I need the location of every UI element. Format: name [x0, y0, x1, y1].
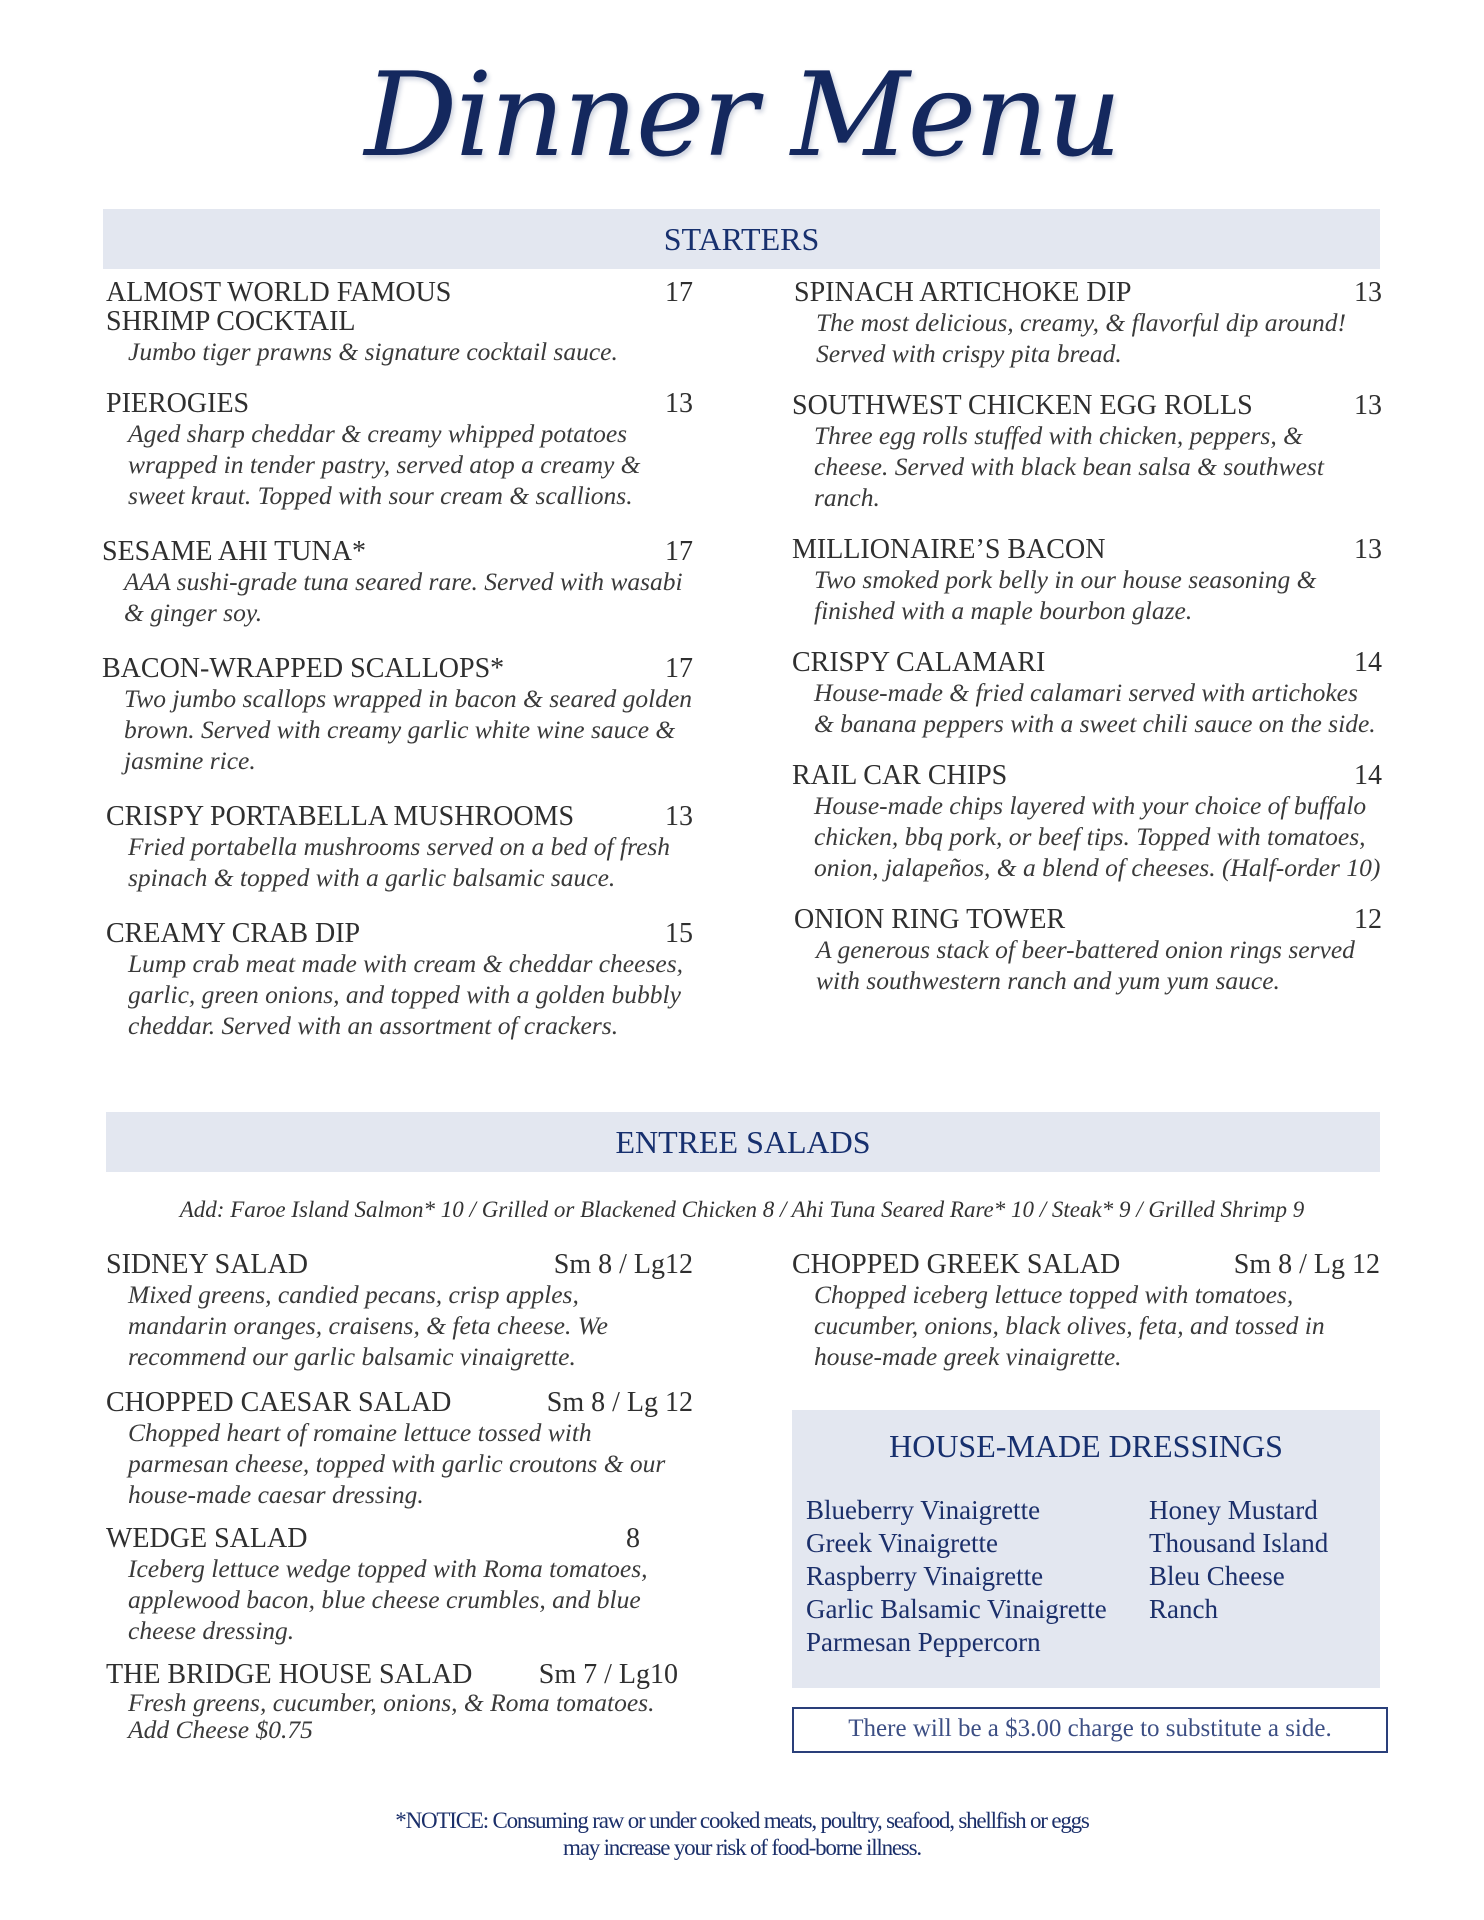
item-name: CRISPY CALAMARI: [792, 647, 1046, 678]
list-item: [792, 391, 1382, 513]
item-description: Fresh greens, cucumber, onions, & Roma tomatoes. Add Cheese $0.75: [128, 1688, 655, 1744]
starters-heading: STARTERS: [103, 209, 1380, 269]
item-price: 17: [665, 536, 693, 567]
list-item: [106, 278, 693, 367]
list-item: [792, 761, 1382, 883]
item-price: 14: [1354, 760, 1382, 791]
list-item: [794, 905, 1382, 996]
dressing-item: Thousand Island: [1149, 1528, 1329, 1558]
item-description: The most delicious, creamy, & flavorful dip around! Served with crispy pita bread.: [816, 308, 1347, 368]
item-description: House-made chips layered with your choice of buffalo chicken, bbq pork, or beef tips. Topped with tomatoes, onion, jalapeños, & a blend of cheeses. (Half-order 10): [814, 791, 1381, 882]
item-description: Fried portabella mushrooms served on a bed of fresh spinach & topped with a garlic balsamic sauce.: [128, 832, 671, 892]
item-description: Aged sharp cheddar & creamy whipped potatoes wrapped in tender pastry, served atop a creamy & sweet kraut. Topped with sour cream & scallions.: [128, 419, 641, 510]
item-description: A generous stack of beer-battered onion rings served with southwestern ranch and yum yum sauce.: [816, 935, 1355, 995]
item-name: CHOPPED GREEK SALAD: [792, 1249, 1121, 1280]
item-price: 15: [665, 918, 693, 949]
list-item: [106, 389, 693, 511]
item-price: Sm 8 / Lg 12: [546, 1387, 693, 1418]
starters-left-column: [102, 277, 693, 1067]
item-name: SOUTHWEST CHICKEN EGG ROLLS: [792, 390, 1253, 421]
dressings-heading: HOUSE-MADE DRESSINGS: [889, 1428, 1283, 1464]
list-item: [102, 537, 693, 628]
list-item: [106, 1250, 693, 1372]
item-name: BACON-WRAPPED SCALLOPS*: [102, 653, 505, 684]
dressing-item: Greek Vinaigrette: [806, 1528, 999, 1558]
item-name: SPINACH ARTICHOKE DIP: [794, 277, 1132, 308]
item-name: THE BRIDGE HOUSE SALAD: [106, 1659, 473, 1690]
item-price: Sm 8 / Lg12: [553, 1249, 693, 1280]
salad-addons: Add: Faroe Island Salmon* 10 / Grilled or Blackened Chicken 8 / Ahi Tuna Seared Rare* 10 / Steak* 9 / Grilled Shrimp 9: [179, 1197, 1305, 1222]
list-item: [792, 1250, 1380, 1372]
item-description: Two jumbo scallops wrapped in bacon & seared golden brown. Served with creamy garlic white wine sauce & jasmine rice.: [124, 684, 693, 775]
list-item: [102, 654, 693, 776]
notice-line-2: may increase your risk of food-borne illness.: [563, 1835, 921, 1860]
food-safety-notice: [0, 1807, 1484, 1861]
item-price: Sm 8 / Lg 12: [1233, 1249, 1380, 1280]
item-description: Chopped heart of romaine lettuce tossed with parmesan cheese, topped with garlic croutons & our house-made caesar dressing.: [128, 1418, 666, 1509]
dressings-column-1: [806, 1494, 1149, 1659]
item-description: House-made & fried calamari served with artichokes & banana peppers with a sweet chili sauce on the side.: [814, 678, 1376, 738]
item-description: Three egg rolls stuffed with chicken, peppers, & cheese. Served with black bean salsa & southwest ranch.: [814, 421, 1324, 512]
list-item: [794, 278, 1382, 369]
item-price: 12: [1354, 904, 1382, 935]
item-price: 13: [665, 801, 693, 832]
list-item: [792, 648, 1382, 739]
item-price: 8: [626, 1523, 640, 1554]
item-description: Lump crab meat made with cream & cheddar cheeses, garlic, green onions, and topped with a golden bubbly cheddar. Served with an assortment of crackers.: [128, 949, 683, 1040]
item-description: Two smoked pork belly in our house seasoning & finished with a maple bourbon glaze.: [814, 565, 1317, 625]
item-price: 17: [665, 653, 693, 684]
list-item: [792, 535, 1382, 626]
dressing-item: Ranch: [1149, 1594, 1218, 1624]
salads-left-column: [106, 1250, 693, 1769]
item-name: SESAME AHI TUNA*: [102, 536, 366, 567]
notice-line-1: *NOTICE: Consuming raw or under cooked meats, poultry, seafood, shellfish or eggs: [395, 1808, 1089, 1833]
item-name: SIDNEY SALAD: [106, 1249, 308, 1280]
dressing-item: Parmesan Peppercorn: [806, 1627, 1041, 1657]
list-item: [106, 1660, 693, 1743]
item-description: Jumbo tiger prawns & signature cocktail sauce.: [128, 337, 618, 366]
item-name: RAIL CAR CHIPS: [792, 760, 1008, 791]
starters-right-column: [794, 278, 1382, 1022]
item-description: Mixed greens, candied pecans, crisp apples, mandarin oranges, craisens, & feta cheese. We recommend our garlic balsamic vinaigrette.: [128, 1280, 608, 1371]
list-item: [106, 1388, 693, 1510]
item-price: 13: [1354, 277, 1382, 308]
item-name: CREAMY CRAB DIP: [106, 918, 361, 949]
dressing-item: Raspberry Vinaigrette: [806, 1561, 1044, 1591]
item-name: PIEROGIES: [106, 388, 250, 419]
item-price: 14: [1354, 647, 1382, 678]
item-description: AAA sushi-grade tuna seared rare. Served with wasabi & ginger soy.: [124, 567, 683, 627]
substitute-note: There will be a $3.00 charge to substitute a side.: [792, 1707, 1388, 1753]
item-price: Sm 7 / Lg10: [538, 1659, 678, 1690]
salads-heading: ENTREE SALADS: [106, 1112, 1380, 1172]
menu-title: Dinner Menu: [364, 48, 1120, 183]
dressings-list: [806, 1494, 1328, 1659]
item-name: WEDGE SALAD: [106, 1523, 308, 1554]
list-item: [106, 802, 716, 893]
item-name: CHOPPED CAESAR SALAD: [106, 1387, 452, 1418]
dressings-column-2: [1149, 1494, 1328, 1659]
item-name: CRISPY PORTABELLA MUSHROOMS: [106, 801, 575, 832]
item-price: 13: [1354, 390, 1382, 421]
salads-right-column: [792, 1250, 1380, 1398]
dressing-item: Honey Mustard: [1149, 1495, 1318, 1525]
item-name: ALMOST WORLD FAMOUS SHRIMP COCKTAIL: [106, 277, 452, 337]
item-price: 13: [665, 388, 693, 419]
dressing-item: Garlic Balsamic Vinaigrette: [806, 1594, 1107, 1624]
list-item: [106, 919, 716, 1041]
item-price: 17: [665, 277, 693, 308]
item-description: Iceberg lettuce wedge topped with Roma tomatoes, applewood bacon, blue cheese crumbles, and blue cheese dressing.: [128, 1554, 648, 1645]
item-price: 13: [1354, 534, 1382, 565]
item-name: ONION RING TOWER: [794, 904, 1066, 935]
item-description: Chopped iceberg lettuce topped with tomatoes, cucumber, onions, black olives, feta, and tossed in house-made greek vinaigrette.: [814, 1280, 1325, 1371]
list-item: [106, 1524, 693, 1646]
dressing-item: Bleu Cheese: [1149, 1561, 1285, 1591]
item-name: MILLIONAIRE’S BACON: [792, 534, 1106, 565]
dressing-item: Blueberry Vinaigrette: [806, 1495, 1041, 1525]
dressings-box: [792, 1410, 1380, 1688]
